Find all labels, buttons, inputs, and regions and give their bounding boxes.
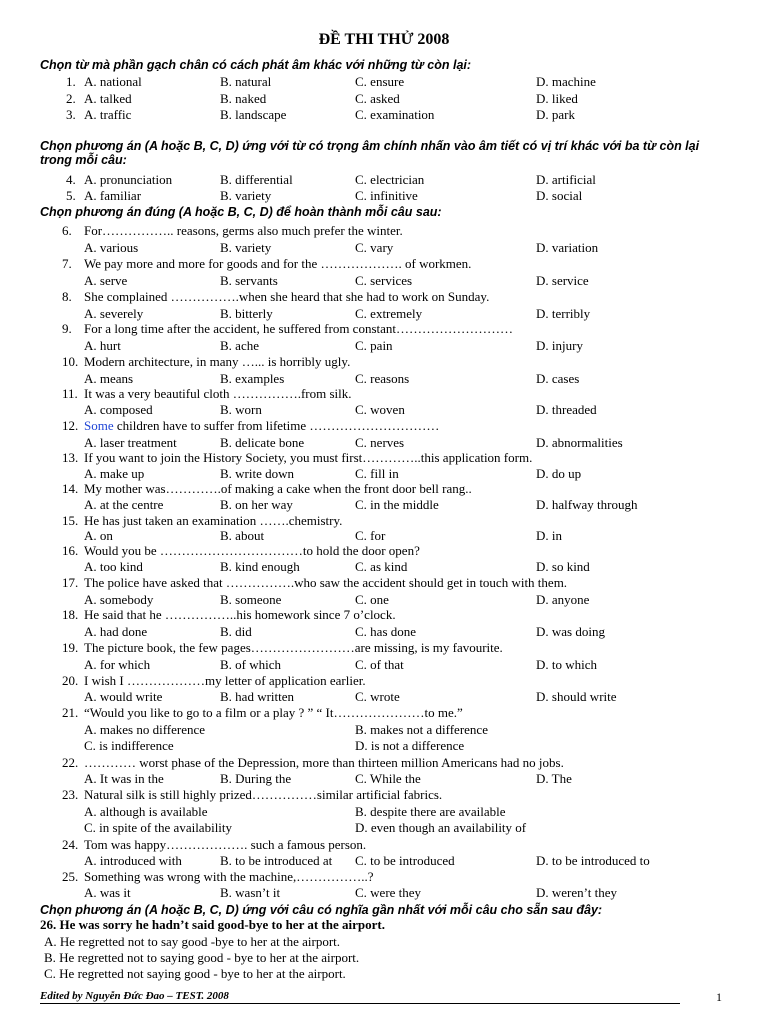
question-row bbox=[0, 354, 768, 370]
option-c: C. electrician bbox=[355, 172, 425, 187]
question-number: 18. bbox=[62, 607, 79, 622]
question-row bbox=[0, 607, 768, 623]
instruction-completion: Chọn phương án đúng (A hoặc B, C, D) để hoàn thành mỗi câu sau: bbox=[40, 205, 442, 219]
option-d: D. artificial bbox=[536, 172, 596, 187]
question-stem: Natural silk is still highly prized……………similar artificial fabrics. bbox=[84, 787, 443, 802]
question-number: 15. bbox=[62, 513, 79, 528]
option-a: A. was it bbox=[84, 885, 131, 900]
question-number: 2. bbox=[66, 91, 76, 106]
question-number: 10. bbox=[62, 354, 79, 369]
question-row bbox=[0, 321, 768, 337]
option-a: A. make up bbox=[84, 466, 145, 481]
options-row bbox=[0, 771, 768, 787]
option-d: D. The bbox=[536, 771, 572, 786]
question-number: 12. bbox=[62, 418, 79, 433]
question-number: 1. bbox=[66, 74, 76, 89]
option-d: D. injury bbox=[536, 338, 583, 353]
option-c: C. for bbox=[355, 528, 386, 543]
option-a: A. traffic bbox=[84, 107, 132, 122]
question-number: 14. bbox=[62, 481, 79, 496]
option-a: A. on bbox=[84, 528, 113, 543]
question-stem: ………… worst phase of the Depression, more than thirteen million Americans had no jobs. bbox=[84, 755, 564, 770]
option-d: D. social bbox=[536, 188, 583, 203]
question-row bbox=[0, 256, 768, 272]
option-b: B. natural bbox=[220, 74, 272, 89]
option-c: C. nerves bbox=[355, 435, 405, 450]
option-d: D. so kind bbox=[536, 559, 590, 574]
options-row bbox=[0, 689, 768, 705]
option-c: C. extremely bbox=[355, 306, 423, 321]
question-number: 8. bbox=[62, 289, 72, 304]
option-d: D. threaded bbox=[536, 402, 597, 417]
option-c: C. were they bbox=[355, 885, 422, 900]
option-c: B. makes not a difference bbox=[355, 722, 488, 737]
option-d: D. liked bbox=[536, 91, 578, 106]
question-row bbox=[0, 481, 768, 497]
option-b: B. naked bbox=[220, 91, 267, 106]
question-stem: The police have asked that …………….who saw the accident should get in touch with them. bbox=[84, 575, 568, 590]
option-d: D. variation bbox=[536, 240, 599, 255]
option-b: B. worn bbox=[220, 402, 262, 417]
options-row bbox=[0, 738, 768, 754]
options-row bbox=[0, 820, 768, 836]
options-row bbox=[0, 338, 768, 354]
option-d: D. to be introduced to bbox=[536, 853, 650, 868]
options-row bbox=[0, 624, 768, 640]
footer-rule bbox=[40, 1003, 680, 1004]
option-c: C. examination bbox=[355, 107, 435, 122]
question-row bbox=[0, 837, 768, 853]
question-row bbox=[0, 450, 768, 466]
option-c: C. wrote bbox=[355, 689, 400, 704]
option-c: C. of that bbox=[355, 657, 404, 672]
question-stem: Would you be ……………………………to hold the door open? bbox=[84, 543, 420, 558]
option-b: B. differential bbox=[220, 172, 293, 187]
question-row bbox=[0, 787, 768, 803]
question-number: 7. bbox=[62, 256, 72, 271]
option-b: B. did bbox=[220, 624, 252, 639]
option-b: B. of which bbox=[220, 657, 282, 672]
options-row bbox=[0, 466, 768, 482]
instruction-meaning: Chọn phương án (A hoặc B, C, D) ứng với câu có nghĩa gần nhất với mỗi câu cho sẵn sau đây: bbox=[40, 903, 603, 917]
option-a: A. somebody bbox=[84, 592, 154, 607]
question-row bbox=[0, 289, 768, 305]
question-row bbox=[0, 107, 768, 123]
option-a: C. is indifference bbox=[84, 738, 174, 753]
option-a: A. hurt bbox=[84, 338, 121, 353]
option-a: A. had done bbox=[84, 624, 148, 639]
option-b: B. about bbox=[220, 528, 265, 543]
option-b: B. kind enough bbox=[220, 559, 300, 574]
question-stem: She complained …………….when she heard that she had to work on Sunday. bbox=[84, 289, 490, 304]
question-row bbox=[0, 74, 768, 90]
option-d: D. was doing bbox=[536, 624, 605, 639]
question-stem: For a long time after the accident, he suffered from constant……………………… bbox=[84, 321, 514, 336]
option-c: C. woven bbox=[355, 402, 405, 417]
option-a: A. It was in the bbox=[84, 771, 164, 786]
question-row bbox=[0, 543, 768, 559]
question-stem: It was a very beautiful cloth …………….from silk. bbox=[84, 386, 352, 401]
option-d: D. cases bbox=[536, 371, 580, 386]
question-stem: Something was wrong with the machine,……………..? bbox=[84, 869, 374, 884]
option-b: B. on her way bbox=[220, 497, 293, 512]
question-stem: He has just taken an examination …….chemistry. bbox=[84, 513, 343, 528]
option-a: A. composed bbox=[84, 402, 153, 417]
option-d: D. anyone bbox=[536, 592, 590, 607]
option-a: A. serve bbox=[84, 273, 128, 288]
option-b: B. delicate bone bbox=[220, 435, 305, 450]
option-b: B. write down bbox=[220, 466, 295, 481]
option-a: A. various bbox=[84, 240, 139, 255]
question-number: 19. bbox=[62, 640, 79, 655]
question-row bbox=[0, 91, 768, 107]
option-b: B. had written bbox=[220, 689, 295, 704]
question-number: 11. bbox=[62, 386, 78, 401]
option-c: C. as kind bbox=[355, 559, 408, 574]
options-row bbox=[0, 402, 768, 418]
option-d: D. machine bbox=[536, 74, 596, 89]
option-c: C. infinitive bbox=[355, 188, 418, 203]
options-row bbox=[0, 804, 768, 820]
option-d: D. to which bbox=[536, 657, 598, 672]
question-stem: For…………….. reasons, germs also much prefer the winter. bbox=[84, 223, 403, 238]
option-c: D. even though an availability of bbox=[355, 820, 527, 835]
option-d: D. weren’t they bbox=[536, 885, 617, 900]
option-d: D. in bbox=[536, 528, 562, 543]
option-a: C. in spite of the availability bbox=[84, 820, 233, 835]
question-number: 3. bbox=[66, 107, 76, 122]
question-number: 6. bbox=[62, 223, 72, 238]
option-a: A. would write bbox=[84, 689, 163, 704]
question-stem: Some children have to suffer from lifetime ………………………… bbox=[84, 418, 440, 433]
options-row bbox=[0, 273, 768, 289]
option-a: A. at the centre bbox=[84, 497, 164, 512]
question-26-option-a: A. He regretted not to say good -bye to her at the airport. bbox=[44, 934, 341, 949]
option-b: B. bitterly bbox=[220, 306, 273, 321]
option-c: C. pain bbox=[355, 338, 393, 353]
option-c: C. services bbox=[355, 273, 413, 288]
question-row bbox=[0, 513, 768, 529]
question-row bbox=[0, 640, 768, 656]
question-number: 21. bbox=[62, 705, 79, 720]
option-c: C. has done bbox=[355, 624, 417, 639]
options-row bbox=[0, 240, 768, 256]
option-b: B. to be introduced at bbox=[220, 853, 333, 868]
question-stem: The picture book, the few pages……………………are missing, is my favourite. bbox=[84, 640, 503, 655]
options-row bbox=[0, 435, 768, 451]
instruction-pronunciation: Chọn từ mà phần gạch chân có cách phát âm khác với những từ còn lại: bbox=[40, 58, 472, 72]
option-a: A. makes no difference bbox=[84, 722, 206, 737]
options-row bbox=[0, 657, 768, 673]
question-number: 4. bbox=[66, 172, 76, 187]
option-a: A. for which bbox=[84, 657, 151, 672]
option-c: C. one bbox=[355, 592, 389, 607]
question-number: 17. bbox=[62, 575, 79, 590]
options-row bbox=[0, 592, 768, 608]
question-row bbox=[0, 755, 768, 771]
option-d: D. abnormalities bbox=[536, 435, 623, 450]
option-d: D. service bbox=[536, 273, 589, 288]
option-a: A. national bbox=[84, 74, 142, 89]
question-26-option-b: B. He regretted not to saying good - bye to her at the airport. bbox=[44, 950, 360, 965]
options-row bbox=[0, 371, 768, 387]
question-stem: If you want to join the History Society, you must first…………..this application form. bbox=[84, 450, 533, 465]
question-number: 24. bbox=[62, 837, 79, 852]
option-c: C. reasons bbox=[355, 371, 410, 386]
options-row bbox=[0, 497, 768, 513]
question-number: 13. bbox=[62, 450, 79, 465]
option-a: A. laser treatment bbox=[84, 435, 177, 450]
question-stem: We pay more and more for goods and for the ………………. of workmen. bbox=[84, 256, 472, 271]
question-number: 16. bbox=[62, 543, 79, 558]
option-b: B. ache bbox=[220, 338, 259, 353]
options-row bbox=[0, 885, 768, 901]
option-a: A. too kind bbox=[84, 559, 143, 574]
option-b: B. someone bbox=[220, 592, 282, 607]
option-b: B. variety bbox=[220, 240, 272, 255]
question-stem: Modern architecture, in many …... is horribly ugly. bbox=[84, 354, 351, 369]
question-26-option-c: C. He regretted not saying good - bye to her at the airport. bbox=[44, 966, 346, 981]
option-d: D. park bbox=[536, 107, 575, 122]
option-c: B. despite there are available bbox=[355, 804, 506, 819]
option-d: D. halfway through bbox=[536, 497, 638, 512]
page-number: 1 bbox=[716, 990, 722, 1004]
question-row bbox=[0, 575, 768, 591]
question-row bbox=[0, 869, 768, 885]
question-row bbox=[0, 172, 768, 188]
option-b: B. examples bbox=[220, 371, 285, 386]
question-row bbox=[0, 386, 768, 402]
option-b: B. During the bbox=[220, 771, 292, 786]
question-row bbox=[0, 223, 768, 239]
question-stem: My mother was………….of making a cake when the front door bell rang.. bbox=[84, 481, 472, 496]
options-row bbox=[0, 853, 768, 869]
question-number: 5. bbox=[66, 188, 76, 203]
question-stem: I wish I ………………my letter of application earlier. bbox=[84, 673, 366, 688]
options-row bbox=[0, 528, 768, 544]
option-c: C. asked bbox=[355, 91, 400, 106]
option-d: D. do up bbox=[536, 466, 582, 481]
question-stem: He said that he ……………..his homework since 7 o’clock. bbox=[84, 607, 396, 622]
option-d: D. terribly bbox=[536, 306, 591, 321]
options-row bbox=[0, 306, 768, 322]
question-number: 22. bbox=[62, 755, 79, 770]
option-a: A. introduced with bbox=[84, 853, 182, 868]
option-b: B. wasn’t it bbox=[220, 885, 281, 900]
option-c: C. ensure bbox=[355, 74, 405, 89]
option-c: C. While the bbox=[355, 771, 421, 786]
option-a: A. severely bbox=[84, 306, 144, 321]
option-c: C. fill in bbox=[355, 466, 399, 481]
question-row bbox=[0, 705, 768, 721]
question-row bbox=[0, 188, 768, 204]
option-a: A. although is available bbox=[84, 804, 208, 819]
question-stem: Tom was happy………………. such a famous person. bbox=[84, 837, 367, 852]
option-c: C. to be introduced bbox=[355, 853, 455, 868]
question-number: 9. bbox=[62, 321, 72, 336]
question-stem: “Would you like to go to a film or a play ? ” “ It…………………to me.” bbox=[84, 705, 463, 720]
option-a: A. means bbox=[84, 371, 134, 386]
question-26-stem: 26. He was sorry he hadn’t said good-bye to her at the airport. bbox=[40, 917, 385, 932]
options-row bbox=[0, 559, 768, 575]
option-b: B. landscape bbox=[220, 107, 287, 122]
options-row bbox=[0, 722, 768, 738]
option-b: B. servants bbox=[220, 273, 278, 288]
footer-credit: Edited by Nguyễn Đức Đao – TEST. 2008 bbox=[40, 990, 229, 1002]
question-row bbox=[0, 673, 768, 689]
question-row bbox=[0, 418, 768, 434]
option-a: A. familiar bbox=[84, 188, 142, 203]
option-d: D. should write bbox=[536, 689, 617, 704]
option-c: C. in the middle bbox=[355, 497, 439, 512]
option-c: C. vary bbox=[355, 240, 394, 255]
option-c: D. is not a difference bbox=[355, 738, 465, 753]
question-number: 25. bbox=[62, 869, 79, 884]
instruction-stress: Chọn phương án (A hoặc B, C, D) ứng với từ có trọng âm chính nhấn vào âm tiết có vị trí khác với ba từ còn lại trong mỗi câu: bbox=[40, 139, 700, 167]
option-b: B. variety bbox=[220, 188, 272, 203]
page-title: ĐỀ THI THỬ 2008 bbox=[318, 31, 450, 48]
question-number: 20. bbox=[62, 673, 79, 688]
option-a: A. talked bbox=[84, 91, 132, 106]
option-a: A. pronunciation bbox=[84, 172, 173, 187]
question-number: 23. bbox=[62, 787, 79, 802]
